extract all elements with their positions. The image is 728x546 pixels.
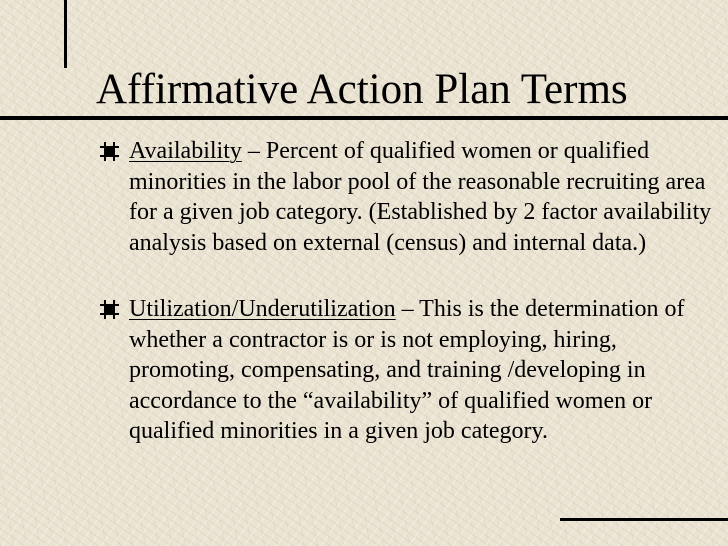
slide-title: Affirmative Action Plan Terms: [96, 66, 628, 113]
bullet-definition: – Percent of qualified women or qualified minorities in the labor pool of the reasonable recruiting area for a given job category. (Established by 2 factor availability analysis based on external (census) and internal data.): [129, 138, 712, 256]
vertical-rule: [64, 0, 67, 68]
title-underline-rule: [0, 116, 728, 120]
bullet-term: Availability: [129, 138, 242, 164]
bullet-definition: – This is the determination of whether a contractor is or is not employing, hiring, promoting, compensating, and training /developing in accordance to the “availability” of qualified women or qualified minorities in a given job category.: [129, 296, 685, 444]
bullet-term: Utilization/Underutilization: [129, 296, 396, 322]
square-bullet-icon: [100, 142, 119, 161]
bullet-list: [100, 136, 712, 447]
square-bullet-icon: [100, 300, 119, 319]
bottom-rule: [560, 518, 728, 521]
bullet-item-utilization: [100, 294, 712, 447]
bullet-item-availability: [100, 136, 712, 258]
